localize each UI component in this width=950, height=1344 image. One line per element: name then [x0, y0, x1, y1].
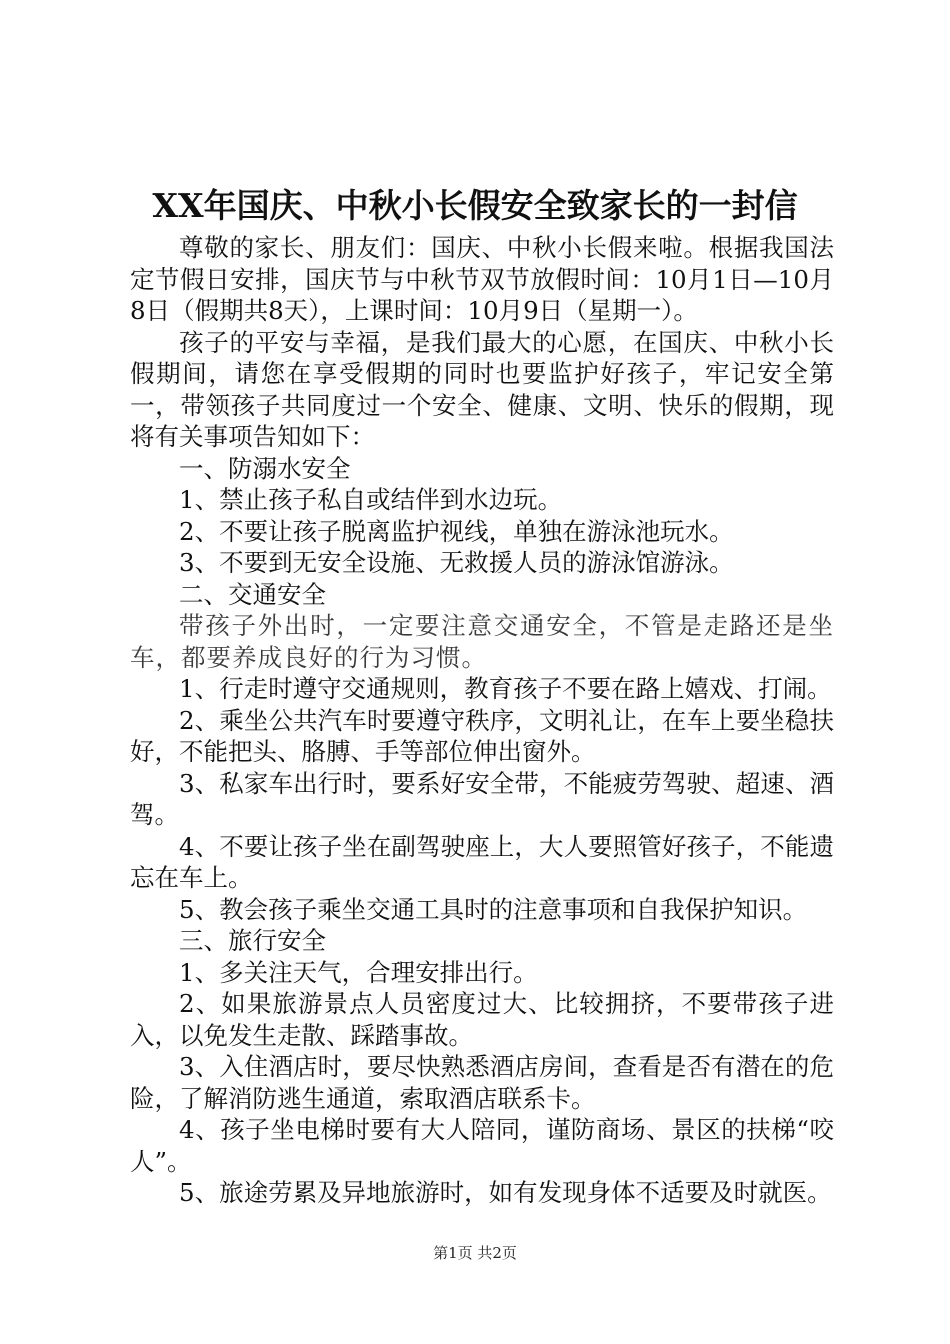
list-item: 5、教会孩子乘坐交通工具时的注意事项和自我保护知识。 [179, 894, 808, 924]
list-item: 4、孩子坐电梯时要有大人陪同，谨防商场、景区的扶梯“咬人”。 [130, 1115, 834, 1176]
list-item: 1、行走时遵守交通规则，教育孩子不要在路上嬉戏、打闹。 [179, 674, 832, 703]
list-item: 2、乘坐公共汽车时要遵守秩序，文明礼让，在车上要坐稳扶好，不能把头、胳膊、手等部位伸出窗外。 [130, 705, 834, 766]
section-heading-traffic: 二、交通安全 [179, 579, 326, 609]
list-item: 3、入住酒店时，要尽快熟悉酒店房间，查看是否有潜在的危险，了解消防逃生通道，索取酒店联系卡。 [130, 1052, 834, 1113]
list-item: 2、如果旅游景点人员密度过大、比较拥挤，不要带孩子进入，以免发生走散、踩踏事故。 [130, 989, 834, 1050]
section-heading-travel: 三、旅行安全 [179, 926, 326, 955]
list-item: 4、不要让孩子坐在副驾驶座上，大人要照管好孩子，不能遗忘在车上。 [130, 831, 834, 892]
list-item: 1、禁止孩子私自或结伴到水边玩。 [179, 485, 563, 514]
document-body [130, 232, 834, 1209]
paragraph-greeting: 尊敬的家长、朋友们：国庆、中秋小长假来啦。根据我国法定节假日安排，国庆节与中秋节双节放假时间：10月1日—10月8日（假期共8天），上课时间：10月9日（星期一）。 [130, 233, 834, 325]
list-item: 1、多关注天气，合理安排出行。 [179, 957, 538, 987]
paragraph-traffic-intro: 带孩子外出时，一定要注意交通安全，不管是走路还是坐车，都要养成良好的行为习惯。 [130, 611, 834, 672]
list-item: 2、不要让孩子脱离监护视线，单独在游泳池玩水。 [179, 516, 734, 546]
list-item: 3、私家车出行时，要系好安全带，不能疲劳驾驶、超速、酒驾。 [130, 768, 834, 829]
paragraph-intro: 孩子的平安与幸福，是我们最大的心愿，在国庆、中秋小长假期间，请您在享受假期的同时也要监护好孩子，牢记安全第一，带领孩子共同度过一个安全、健康、文明、快乐的假期，现将有关事项告知如下： [130, 327, 834, 451]
page-number-footer: 第1页 共2页 [433, 1244, 517, 1262]
section-heading-drowning: 一、防溺水安全 [179, 453, 351, 483]
list-item: 3、不要到无安全设施、无救援人员的游泳馆游泳。 [179, 548, 734, 577]
list-item: 5、旅途劳累及异地旅游时，如有发现身体不适要及时就医。 [179, 1178, 832, 1207]
document-title: XX年国庆、中秋小长假安全致家长的一封信 [152, 186, 798, 225]
